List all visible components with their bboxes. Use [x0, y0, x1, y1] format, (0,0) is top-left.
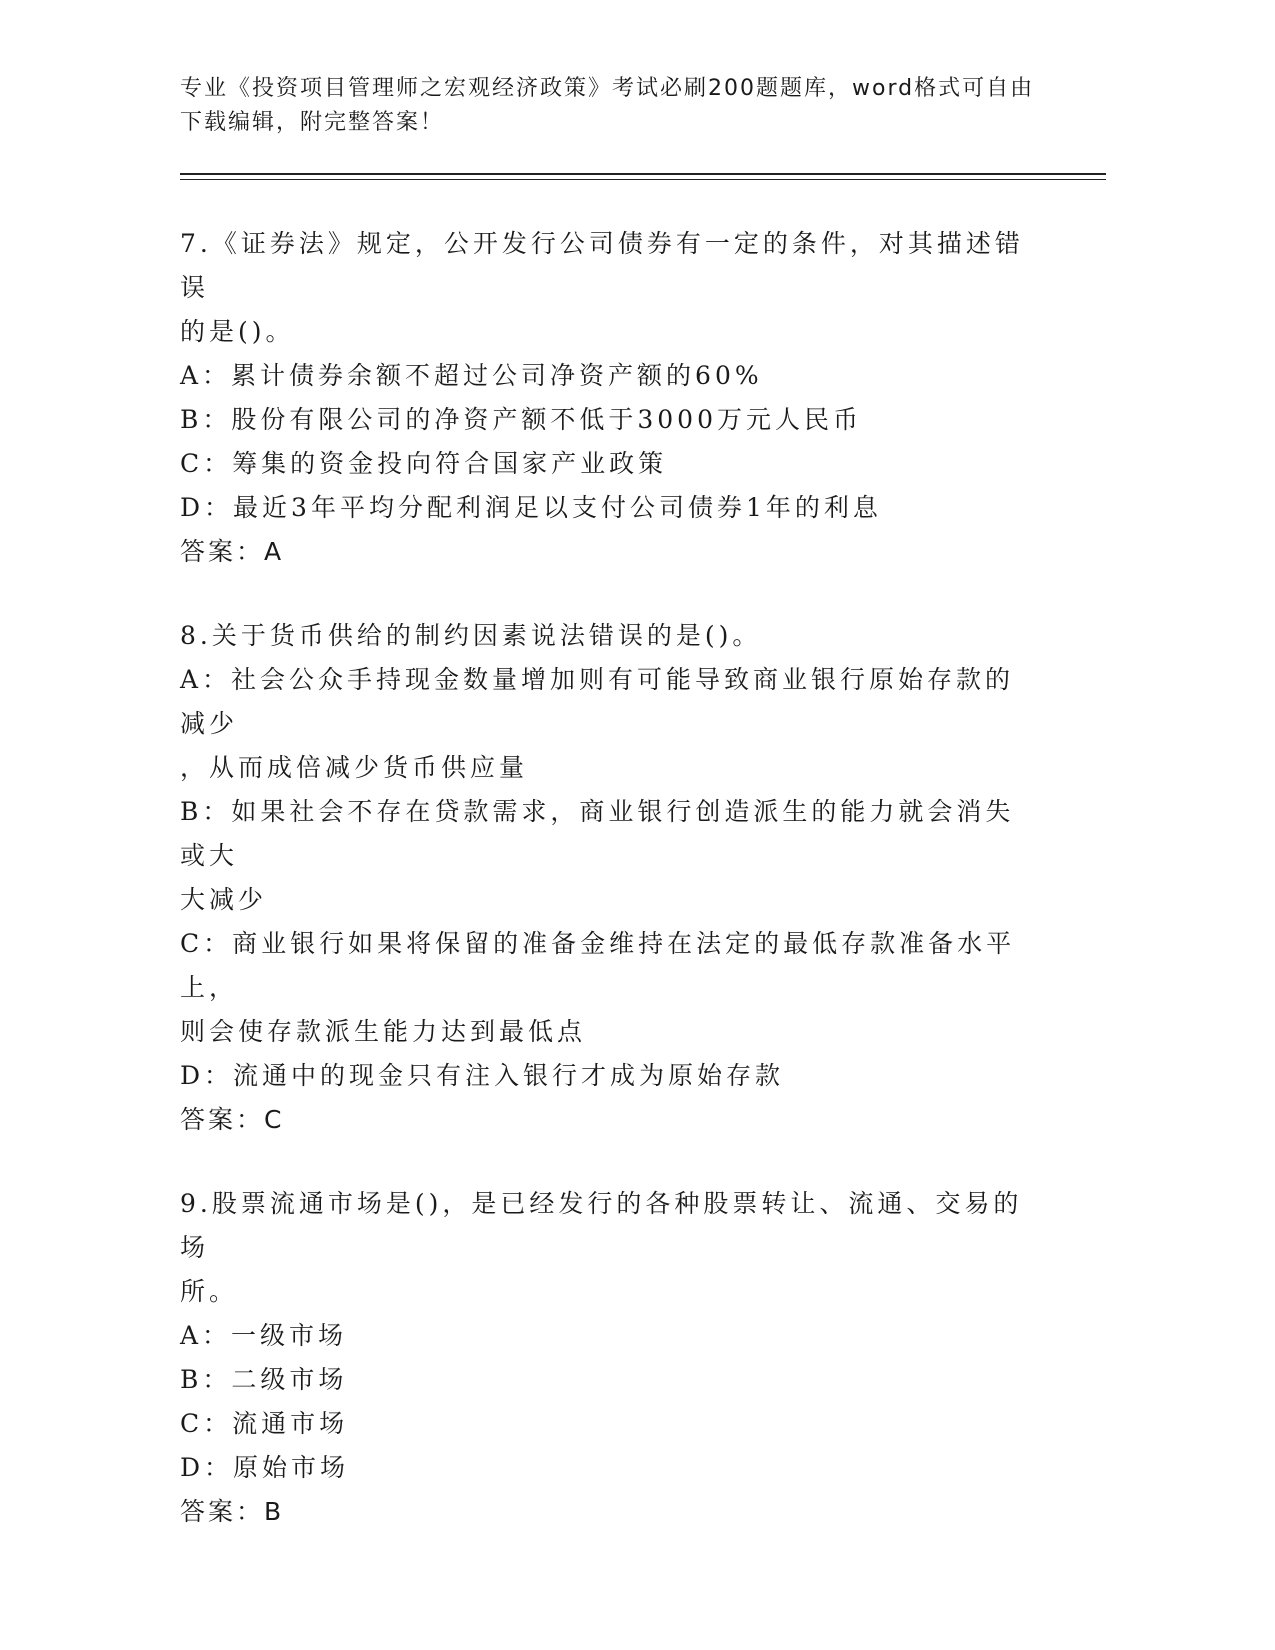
question-stem: 9.股票流通市场是()，是已经发行的各种股票转让、流通、交易的场: [180, 1189, 1023, 1262]
question-8: [180, 614, 1040, 1142]
option-c: C：商业银行如果将保留的准备金维持在法定的最低存款准备水平上，: [180, 929, 1016, 1002]
question-stem: 8.关于货币供给的制约因素说法错误的是()。: [180, 621, 762, 650]
option-d: D：最近3年平均分配利润足以支付公司债券1年的利息: [180, 493, 882, 522]
question-7: [180, 222, 1040, 574]
header-line-1: 专业《投资项目管理师之宏观经济政策》考试必刷200题题库，word格式可自由: [180, 76, 1035, 101]
option-b: B：二级市场: [180, 1365, 348, 1394]
document-header: [180, 72, 1080, 140]
header-divider-thick: [180, 173, 1106, 175]
option-c-continued: 则会使存款派生能力达到最低点: [180, 1017, 587, 1046]
option-b: B：如果社会不存在贷款需求，商业银行创造派生的能力就会消失或大: [180, 797, 1015, 870]
answer-line: 答案：B: [180, 1497, 285, 1526]
option-a: A：社会公众手持现金数量增加则有可能导致商业银行原始存款的减少: [180, 665, 1015, 738]
answer-line: 答案：A: [180, 537, 285, 566]
option-a-continued: ，从而成倍减少货币供应量: [180, 753, 529, 782]
answer-line: 答案：C: [180, 1105, 285, 1134]
option-d: D：原始市场: [180, 1453, 350, 1482]
header-divider-thin: [180, 179, 1106, 180]
option-b: B：股份有限公司的净资产额不低于3000万元人民币: [180, 405, 862, 434]
question-stem: 7.《证券法》规定，公开发行公司债券有一定的条件，对其描述错误: [180, 229, 1024, 302]
question-stem-continued: 的是()。: [180, 317, 295, 346]
option-c: C：筹集的资金投向符合国家产业政策: [180, 449, 668, 478]
option-a: A：一级市场: [180, 1321, 348, 1350]
option-c: C：流通市场: [180, 1409, 349, 1438]
question-list: [180, 222, 1040, 1574]
question-stem-continued: 所。: [180, 1277, 239, 1306]
question-9: [180, 1182, 1040, 1534]
option-d: D：流通中的现金只有注入银行才成为原始存款: [180, 1061, 785, 1090]
option-a: A：累计债券余额不超过公司净资产额的60%: [180, 361, 763, 390]
option-b-continued: 大减少: [180, 885, 268, 914]
header-line-2: 下载编辑，附完整答案！: [180, 110, 445, 135]
